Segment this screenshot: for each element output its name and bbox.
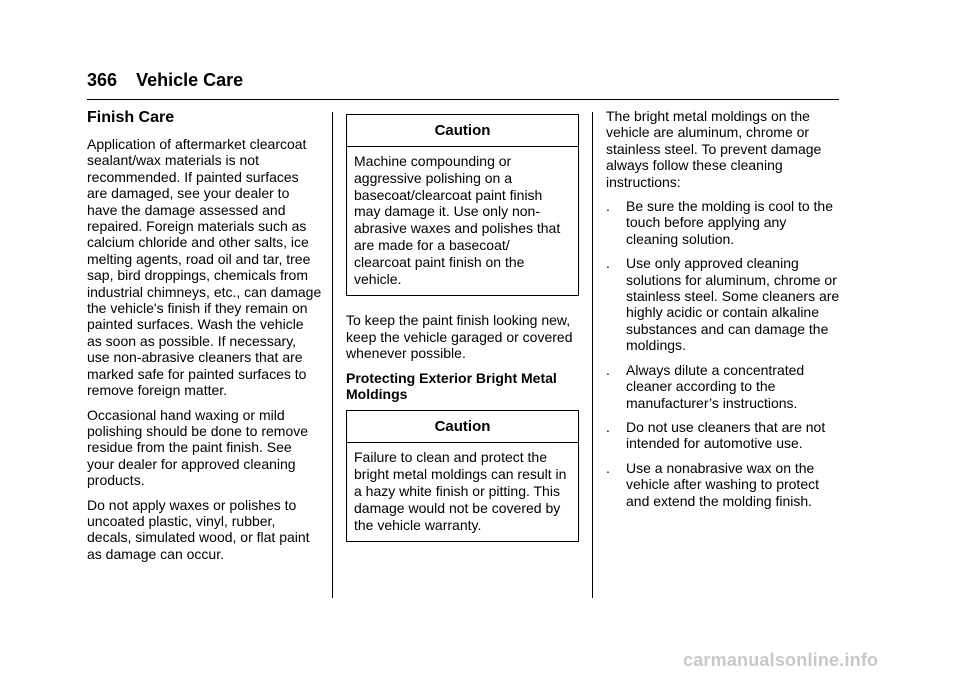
list-item-text: Do not use cleaners that are not intended for automotive use. xyxy=(626,418,826,452)
caution-box xyxy=(346,114,579,296)
subsection-heading: Protecting Exterior Bright Metal Moldings xyxy=(346,369,557,402)
caution-body: Machine compounding or aggressive polishing on a basecoat/clearcoat paint finish may damage it. Use only non-abrasive waxes and polishes that are made for a basecoat/ clearcoat paint finish on the vehicle. xyxy=(354,153,561,287)
page-title: Vehicle Care xyxy=(136,70,244,90)
caution-body: Failure to clean and protect the bright metal moldings can result in a hazy white finish or pitting. This damage would not be covered by the vehicle warranty. xyxy=(354,449,567,533)
caution-title: Caution xyxy=(347,411,578,443)
header-rule xyxy=(87,99,839,100)
list-item xyxy=(606,255,841,353)
column-divider-left xyxy=(332,112,333,598)
bullet-marker: . xyxy=(606,361,610,378)
bullet-list xyxy=(606,198,841,509)
list-item xyxy=(606,362,841,411)
list-item-text: Always dilute a concentrated cleaner according to the manufacturer’s instructions. xyxy=(626,361,805,411)
list-item-text: Use a nonabrasive wax on the vehicle after washing to protect and extend the molding finish. xyxy=(626,459,819,509)
caution-box xyxy=(346,410,579,542)
paragraph: To keep the paint finish looking new, keep the vehicle garaged or covered whenever possible. xyxy=(346,312,573,362)
list-item-text: Use only approved cleaning solutions for aluminum, chrome or stainless steel. Some cleaners are highly acidic or contain alkaline substances and can damage the moldings. xyxy=(626,255,840,354)
paragraph: The bright metal moldings on the vehicle are aluminum, chrome or stainless steel. To prevent damage always follow these cleaning instructions: xyxy=(606,108,822,190)
list-item xyxy=(606,198,841,247)
paragraph: Application of aftermarket clearcoat sealant/wax materials is not recommended. If painted surfaces are damaged, see your dealer to have the damage assessed and repaired. Foreign materials such as calcium chloride and other salts, ice melting agents, road oil and tar, tree sap, bird droppings, chemicals from industrial chimneys, etc., can damage the vehicle's finish if they remain on painted surfaces. Wash the vehicle as soon as possible. If necessary, use non-abrasive cleaners that are marked safe for painted surfaces to remove foreign matter. xyxy=(87,136,322,399)
column-divider-right xyxy=(592,112,593,598)
watermark: carmanualsonline.info xyxy=(683,650,879,670)
list-item-text: Be sure the molding is cool to the touch before applying any cleaning solution. xyxy=(626,198,834,247)
paragraph: Do not apply waxes or polishes to uncoated plastic, vinyl, rubber, decals, simulated wood, or flat paint as damage can occur. xyxy=(87,496,310,562)
page-header xyxy=(87,70,243,91)
paragraph: Occasional hand waxing or mild polishing should be done to remove residue from the paint finish. See your dealer for approved cleaning products. xyxy=(87,406,309,489)
bullet-marker: . xyxy=(606,459,610,476)
bullet-marker: . xyxy=(606,255,610,272)
column-middle xyxy=(346,114,579,558)
bullet-marker: . xyxy=(606,198,610,215)
page-number: 366 xyxy=(87,70,118,90)
column-right xyxy=(606,108,841,517)
caution-title: Caution xyxy=(347,115,578,147)
list-item xyxy=(606,419,841,452)
column-left xyxy=(87,108,322,570)
bullet-marker: . xyxy=(606,418,610,435)
list-item xyxy=(606,460,841,509)
section-title: Finish Care xyxy=(87,109,175,126)
